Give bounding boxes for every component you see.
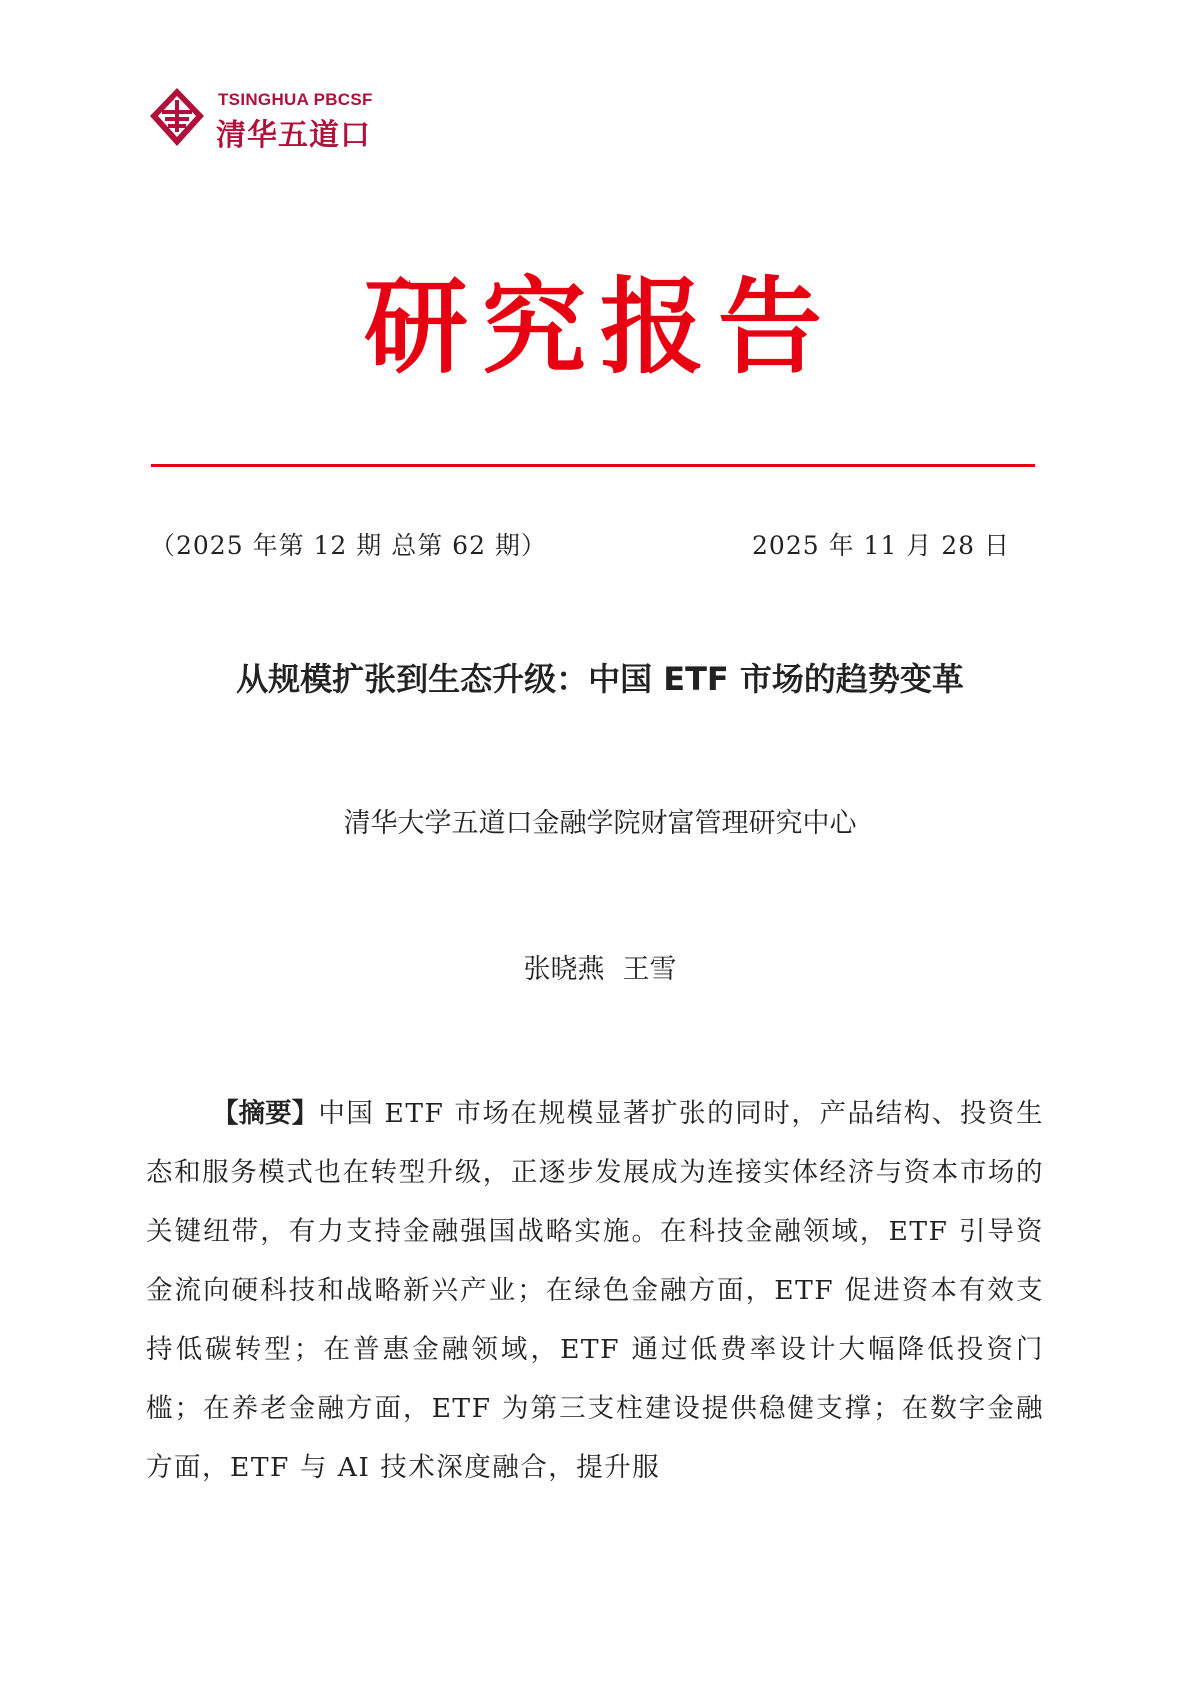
issue-number: （2025 年第 12 期 总第 62 期） bbox=[150, 531, 547, 560]
organization: 清华大学五道口金融学院财富管理研究中心 bbox=[343, 808, 857, 839]
publish-date: 2025 年 11 月 28 日 bbox=[752, 531, 1010, 560]
report-title: 从规模扩张到生态升级：中国 ETF 市场的趋势变革 bbox=[236, 660, 964, 698]
tsinghua-pbcsf-emblem-icon bbox=[148, 86, 206, 148]
logo-english-name: TSINGHUA PBCSF bbox=[218, 90, 373, 109]
authors bbox=[0, 947, 1200, 986]
author-name: 王雪 bbox=[622, 954, 677, 985]
abstract-label: 【摘要】 bbox=[212, 1098, 319, 1129]
logo-chinese-name: 清华五道口 bbox=[216, 118, 371, 153]
report-banner: 研究报告 bbox=[363, 265, 836, 388]
logo bbox=[148, 86, 408, 153]
author-name: 张晓燕 bbox=[523, 954, 605, 985]
abstract bbox=[146, 1084, 1044, 1497]
banner-divider bbox=[151, 464, 1035, 467]
abstract-text: 中国 ETF 市场在规模显著扩张的同时，产品结构、投资生态和服务模式也在转型升级，正逐步发展成为连接实体经济与资本市场的关键纽带，有力支持金融强国战略实施。在科技金融领域，ETF 引导资金流向硬科技和战略新兴产业；在绿色金融方面，ETF 促进资本有效支持低碳转型；在普惠金融领域，ETF 通过低费率设计大幅降低投资门槛；在养老金融方面，ETF 为第三支柱建设提供稳健支撑；在数字金融方面，ETF 与 AI 技术深度融合，提升服 bbox=[146, 1098, 1044, 1483]
